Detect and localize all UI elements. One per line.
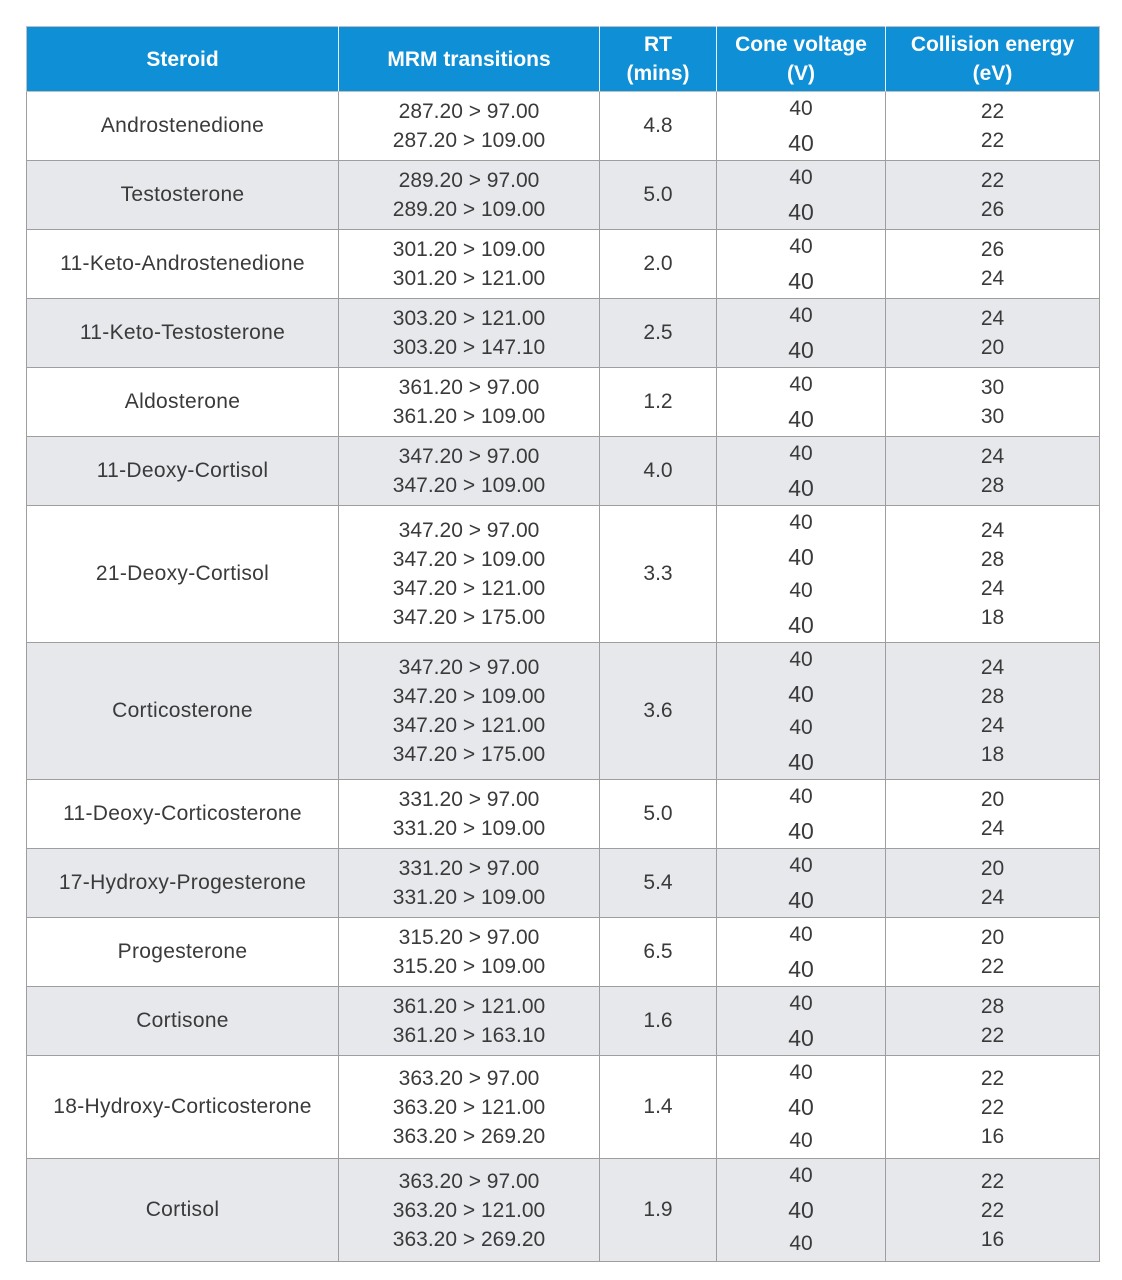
cell-steroid: Corticosterone bbox=[27, 643, 339, 780]
mrm-transition: 347.20 > 109.00 bbox=[392, 685, 546, 708]
header-cone-line2: (V) bbox=[787, 62, 815, 85]
cell-collision-energy bbox=[886, 780, 1100, 849]
mrm-transition: 363.20 > 269.20 bbox=[392, 1124, 546, 1148]
mrm-transition: 361.20 > 121.00 bbox=[392, 995, 546, 1018]
cell-rt: 6.5 bbox=[600, 918, 717, 987]
cone-voltage-value: 40 bbox=[788, 406, 814, 432]
cone-voltage-value: 40 bbox=[788, 749, 814, 775]
collision-energy-value: 28 bbox=[980, 474, 1005, 497]
header-rt-line1: RT bbox=[644, 33, 672, 56]
table-row bbox=[27, 987, 1100, 1056]
collision-energy-value: 22 bbox=[980, 1095, 1005, 1119]
cone-voltage-value: 40 bbox=[789, 923, 813, 946]
cell-collision-energy bbox=[886, 506, 1100, 643]
collision-energy-value: 20 bbox=[980, 788, 1005, 811]
cone-voltage-value: 40 bbox=[788, 818, 814, 844]
cone-voltage-value: 40 bbox=[788, 475, 814, 501]
table-row bbox=[27, 1056, 1100, 1159]
cone-voltage-value: 40 bbox=[788, 268, 814, 294]
collision-energy-value: 18 bbox=[980, 743, 1005, 766]
mrm-transition: 315.20 > 109.00 bbox=[392, 955, 546, 978]
cell-rt: 3.6 bbox=[600, 643, 717, 780]
cell-cone-voltage bbox=[717, 1159, 886, 1262]
cell-collision-energy bbox=[886, 918, 1100, 987]
cell-rt: 2.0 bbox=[600, 230, 717, 299]
collision-energy-value: 22 bbox=[980, 955, 1005, 978]
table-row bbox=[27, 368, 1100, 437]
mrm-transition: 347.20 > 175.00 bbox=[392, 743, 546, 766]
collision-energy-value: 16 bbox=[980, 1227, 1005, 1251]
collision-energy-value: 26 bbox=[980, 198, 1005, 221]
collision-energy-value: 24 bbox=[980, 656, 1005, 679]
collision-energy-value: 20 bbox=[980, 336, 1005, 359]
cone-voltage-value: 40 bbox=[789, 579, 813, 602]
table-body bbox=[27, 92, 1100, 1262]
cell-cone-voltage bbox=[717, 92, 886, 161]
cell-mrm-transitions bbox=[339, 437, 600, 506]
cell-steroid: 21-Deoxy-Cortisol bbox=[27, 506, 339, 643]
table-row bbox=[27, 437, 1100, 506]
mrm-transition: 331.20 > 109.00 bbox=[392, 817, 546, 840]
cell-cone-voltage bbox=[717, 1056, 886, 1159]
collision-energy-value: 22 bbox=[980, 1169, 1005, 1193]
cell-rt: 3.3 bbox=[600, 506, 717, 643]
mrm-transition: 331.20 > 109.00 bbox=[392, 886, 546, 909]
cone-voltage-value: 40 bbox=[789, 716, 813, 739]
table-row bbox=[27, 849, 1100, 918]
mrm-transition: 361.20 > 163.10 bbox=[392, 1024, 546, 1047]
mrm-transition: 361.20 > 97.00 bbox=[398, 376, 540, 399]
collision-energy-value: 20 bbox=[980, 857, 1005, 880]
header-ce-line1: Collision energy bbox=[910, 33, 1075, 56]
header-ce-line2: (eV) bbox=[972, 62, 1013, 85]
mrm-transition: 347.20 > 175.00 bbox=[392, 606, 546, 629]
cell-mrm-transitions bbox=[339, 161, 600, 230]
cell-steroid: Testosterone bbox=[27, 161, 339, 230]
cone-voltage-value: 40 bbox=[789, 1129, 813, 1152]
cone-voltage-value: 40 bbox=[788, 612, 814, 638]
cell-mrm-transitions bbox=[339, 299, 600, 368]
cell-cone-voltage bbox=[717, 368, 886, 437]
cell-rt: 4.0 bbox=[600, 437, 717, 506]
cone-voltage-value: 40 bbox=[788, 544, 814, 570]
cell-rt: 4.8 bbox=[600, 92, 717, 161]
cell-collision-energy bbox=[886, 161, 1100, 230]
cell-collision-energy bbox=[886, 1056, 1100, 1159]
collision-energy-value: 28 bbox=[980, 548, 1005, 571]
cell-cone-voltage bbox=[717, 849, 886, 918]
cell-rt: 1.2 bbox=[600, 368, 717, 437]
header-mrm-transitions bbox=[339, 27, 600, 92]
collision-energy-value: 24 bbox=[980, 445, 1005, 468]
table-row bbox=[27, 780, 1100, 849]
collision-energy-value: 24 bbox=[980, 886, 1005, 909]
mrm-transition: 347.20 > 97.00 bbox=[398, 519, 540, 542]
cone-voltage-value: 40 bbox=[789, 1232, 813, 1255]
cell-collision-energy bbox=[886, 987, 1100, 1056]
mrm-transition: 347.20 > 121.00 bbox=[392, 714, 546, 737]
cell-collision-energy bbox=[886, 368, 1100, 437]
cell-rt: 5.4 bbox=[600, 849, 717, 918]
cell-steroid: 11-Deoxy-Cortisol bbox=[27, 437, 339, 506]
cell-rt: 5.0 bbox=[600, 161, 717, 230]
mrm-transition: 347.20 > 109.00 bbox=[392, 548, 546, 571]
cell-cone-voltage bbox=[717, 230, 886, 299]
collision-energy-value: 22 bbox=[980, 169, 1005, 192]
header-collision-energy bbox=[886, 27, 1100, 92]
cell-mrm-transitions bbox=[339, 230, 600, 299]
cell-mrm-transitions bbox=[339, 1056, 600, 1159]
mrm-transition: 331.20 > 97.00 bbox=[398, 857, 540, 880]
collision-energy-value: 18 bbox=[980, 606, 1005, 629]
header-cone-line1: Cone voltage bbox=[735, 33, 867, 56]
collision-energy-value: 30 bbox=[980, 376, 1005, 399]
cone-voltage-value: 40 bbox=[788, 956, 814, 982]
cone-voltage-value: 40 bbox=[789, 992, 813, 1015]
collision-energy-value: 22 bbox=[980, 1066, 1005, 1090]
collision-energy-value: 22 bbox=[980, 1198, 1005, 1222]
cell-rt: 1.9 bbox=[600, 1159, 717, 1262]
cell-steroid: 11-Keto-Testosterone bbox=[27, 299, 339, 368]
collision-energy-value: 24 bbox=[980, 307, 1005, 330]
cone-voltage-value: 40 bbox=[788, 887, 814, 913]
mrm-transition: 363.20 > 121.00 bbox=[392, 1095, 546, 1119]
mrm-transition: 347.20 > 97.00 bbox=[398, 445, 540, 468]
mrm-transition: 315.20 > 97.00 bbox=[398, 926, 540, 949]
cone-voltage-value: 40 bbox=[789, 854, 813, 877]
cone-voltage-value: 40 bbox=[789, 1061, 813, 1084]
cell-cone-voltage bbox=[717, 987, 886, 1056]
cell-collision-energy bbox=[886, 849, 1100, 918]
cone-voltage-value: 40 bbox=[788, 681, 814, 707]
table-container bbox=[26, 26, 1099, 1262]
cone-voltage-value: 40 bbox=[789, 442, 813, 465]
collision-energy-value: 30 bbox=[980, 405, 1005, 428]
cell-collision-energy bbox=[886, 92, 1100, 161]
mrm-transition: 303.20 > 121.00 bbox=[392, 307, 546, 330]
header-cone-voltage bbox=[717, 27, 886, 92]
cone-voltage-value: 40 bbox=[789, 97, 813, 120]
cell-cone-voltage bbox=[717, 918, 886, 987]
table-row bbox=[27, 506, 1100, 643]
cell-cone-voltage bbox=[717, 506, 886, 643]
collision-energy-value: 24 bbox=[980, 577, 1005, 600]
table-row bbox=[27, 230, 1100, 299]
mrm-transition: 363.20 > 269.20 bbox=[392, 1227, 546, 1251]
mrm-transition: 363.20 > 97.00 bbox=[398, 1066, 540, 1090]
table-row bbox=[27, 299, 1100, 368]
cell-steroid: 11-Keto-Androstenedione bbox=[27, 230, 339, 299]
cell-mrm-transitions bbox=[339, 368, 600, 437]
cell-collision-energy bbox=[886, 230, 1100, 299]
cell-mrm-transitions bbox=[339, 92, 600, 161]
cell-cone-voltage bbox=[717, 161, 886, 230]
cell-mrm-transitions bbox=[339, 780, 600, 849]
cone-voltage-value: 40 bbox=[789, 1164, 813, 1187]
cell-collision-energy bbox=[886, 643, 1100, 780]
table-row bbox=[27, 161, 1100, 230]
cell-steroid: Cortisol bbox=[27, 1159, 339, 1262]
cone-voltage-value: 40 bbox=[788, 1197, 814, 1223]
cell-rt: 1.4 bbox=[600, 1056, 717, 1159]
cone-voltage-value: 40 bbox=[789, 785, 813, 808]
header-steroid bbox=[27, 27, 339, 92]
cell-mrm-transitions bbox=[339, 987, 600, 1056]
cell-cone-voltage bbox=[717, 299, 886, 368]
header-mrm-label: MRM transitions bbox=[387, 47, 551, 71]
table-row bbox=[27, 1159, 1100, 1262]
cell-steroid: Androstenedione bbox=[27, 92, 339, 161]
cell-collision-energy bbox=[886, 1159, 1100, 1262]
mrm-transition: 287.20 > 97.00 bbox=[398, 100, 540, 123]
cone-voltage-value: 40 bbox=[788, 130, 814, 156]
cone-voltage-value: 40 bbox=[788, 1025, 814, 1051]
mrm-transition: 287.20 > 109.00 bbox=[392, 129, 546, 152]
mrm-transition: 289.20 > 109.00 bbox=[392, 198, 546, 221]
cell-steroid: Aldosterone bbox=[27, 368, 339, 437]
collision-energy-value: 24 bbox=[980, 817, 1005, 840]
cell-steroid: 11-Deoxy-Corticosterone bbox=[27, 780, 339, 849]
mrm-transition: 331.20 > 97.00 bbox=[398, 788, 540, 811]
cell-rt: 5.0 bbox=[600, 780, 717, 849]
cone-voltage-value: 40 bbox=[789, 166, 813, 189]
cell-rt: 2.5 bbox=[600, 299, 717, 368]
mrm-transition: 363.20 > 121.00 bbox=[392, 1198, 546, 1222]
mrm-transition: 361.20 > 109.00 bbox=[392, 405, 546, 428]
cell-steroid: Cortisone bbox=[27, 987, 339, 1056]
cone-voltage-value: 40 bbox=[788, 1094, 814, 1120]
mrm-transition: 301.20 > 109.00 bbox=[392, 238, 546, 261]
cone-voltage-value: 40 bbox=[788, 337, 814, 363]
table-header bbox=[27, 27, 1100, 92]
table-row bbox=[27, 643, 1100, 780]
mrm-transition: 347.20 > 97.00 bbox=[398, 656, 540, 679]
mrm-transition: 301.20 > 121.00 bbox=[392, 267, 546, 290]
table-row bbox=[27, 918, 1100, 987]
cone-voltage-value: 40 bbox=[789, 648, 813, 671]
cone-voltage-value: 40 bbox=[789, 304, 813, 327]
cone-voltage-value: 40 bbox=[789, 235, 813, 258]
cell-cone-voltage bbox=[717, 643, 886, 780]
cell-mrm-transitions bbox=[339, 643, 600, 780]
mrm-transition: 289.20 > 97.00 bbox=[398, 169, 540, 192]
cell-collision-energy bbox=[886, 299, 1100, 368]
cone-voltage-value: 40 bbox=[789, 373, 813, 396]
header-rt-line2: (mins) bbox=[626, 62, 690, 85]
collision-energy-value: 28 bbox=[980, 685, 1005, 708]
cell-mrm-transitions bbox=[339, 1159, 600, 1262]
cell-steroid: Progesterone bbox=[27, 918, 339, 987]
mrm-transition: 347.20 > 109.00 bbox=[392, 474, 546, 497]
cell-steroid: 17-Hydroxy-Progesterone bbox=[27, 849, 339, 918]
collision-energy-value: 22 bbox=[980, 1024, 1005, 1047]
cell-cone-voltage bbox=[717, 780, 886, 849]
collision-energy-value: 20 bbox=[980, 926, 1005, 949]
collision-energy-value: 24 bbox=[980, 714, 1005, 737]
mrm-transition: 347.20 > 121.00 bbox=[392, 577, 546, 600]
header-steroid-label: Steroid bbox=[146, 47, 219, 71]
collision-energy-value: 22 bbox=[980, 129, 1005, 152]
collision-energy-value: 24 bbox=[980, 519, 1005, 542]
collision-energy-value: 28 bbox=[980, 995, 1005, 1018]
collision-energy-value: 24 bbox=[980, 267, 1005, 290]
table-row bbox=[27, 92, 1100, 161]
cell-mrm-transitions bbox=[339, 506, 600, 643]
mrm-transition: 363.20 > 97.00 bbox=[398, 1169, 540, 1193]
cell-mrm-transitions bbox=[339, 849, 600, 918]
mrm-transition: 303.20 > 147.10 bbox=[392, 336, 546, 359]
header-rt bbox=[600, 27, 717, 92]
cell-collision-energy bbox=[886, 437, 1100, 506]
collision-energy-value: 16 bbox=[980, 1124, 1005, 1148]
cell-cone-voltage bbox=[717, 437, 886, 506]
cone-voltage-value: 40 bbox=[788, 199, 814, 225]
collision-energy-value: 26 bbox=[980, 238, 1005, 261]
steroid-mrm-table bbox=[26, 26, 1100, 1262]
cell-mrm-transitions bbox=[339, 918, 600, 987]
cell-rt: 1.6 bbox=[600, 987, 717, 1056]
header-row bbox=[27, 27, 1100, 92]
cell-steroid: 18-Hydroxy-Corticosterone bbox=[27, 1056, 339, 1159]
cone-voltage-value: 40 bbox=[789, 511, 813, 534]
collision-energy-value: 22 bbox=[980, 100, 1005, 123]
